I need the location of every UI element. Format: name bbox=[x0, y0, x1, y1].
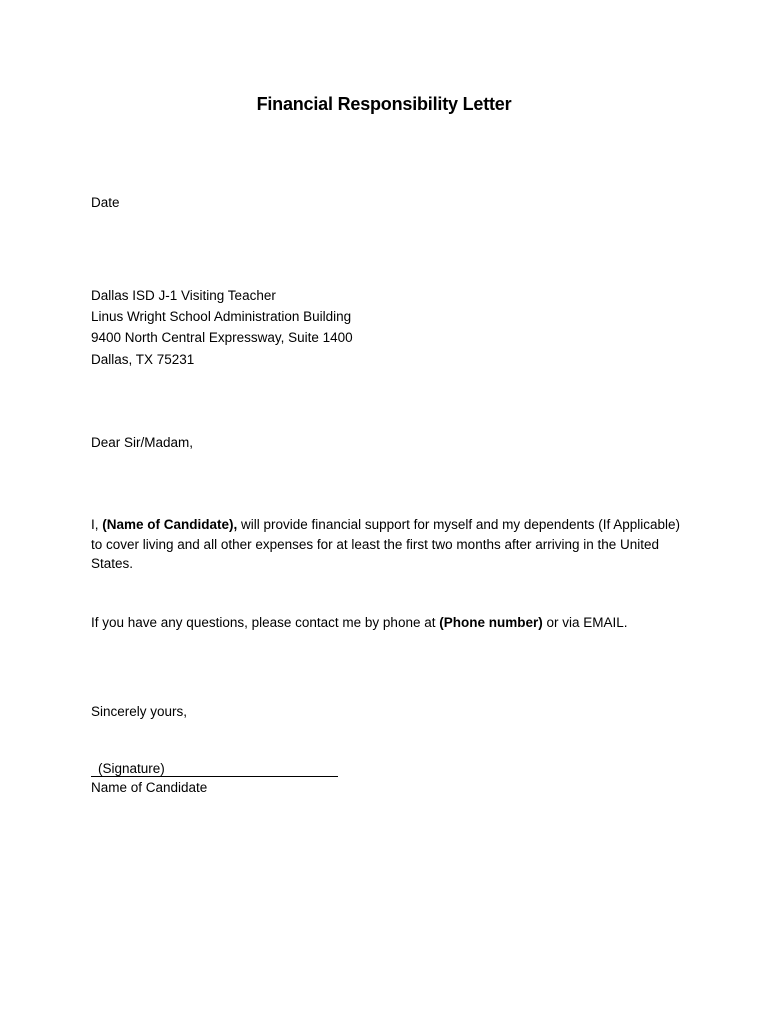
phone-placeholder: (Phone number) bbox=[439, 615, 543, 630]
recipient-line-2: Linus Wright School Administration Building bbox=[91, 309, 352, 324]
date-label: Date bbox=[91, 195, 120, 210]
signer-name: Name of Candidate bbox=[91, 780, 208, 795]
signature-placeholder: (Signature) bbox=[98, 761, 165, 776]
recipient-line-4: Dallas, TX 75231 bbox=[91, 352, 195, 367]
body1-prefix: I, bbox=[91, 517, 103, 532]
recipient-line-3: 9400 North Central Expressway, Suite 1400 bbox=[91, 330, 353, 345]
body-paragraph-1 bbox=[91, 515, 686, 574]
body-paragraph-2 bbox=[91, 613, 686, 633]
signature-line bbox=[91, 760, 338, 777]
body2-prefix: If you have any questions, please contact me by phone at bbox=[91, 615, 440, 630]
candidate-name-placeholder: (Name of Candidate), bbox=[102, 517, 238, 532]
document-title: Financial Responsibility Letter bbox=[256, 94, 512, 114]
body2-rest: or via EMAIL. bbox=[542, 615, 628, 630]
body1-rest: will provide financial support for myself and my dependents (If Applicable) to cover living and all other expenses for at least the first two months after arriving in the United States. bbox=[91, 517, 681, 571]
salutation: Dear Sir/Madam, bbox=[91, 435, 194, 450]
recipient-line-1: Dallas ISD J-1 Visiting Teacher bbox=[91, 288, 276, 303]
closing: Sincerely yours, bbox=[91, 704, 188, 719]
